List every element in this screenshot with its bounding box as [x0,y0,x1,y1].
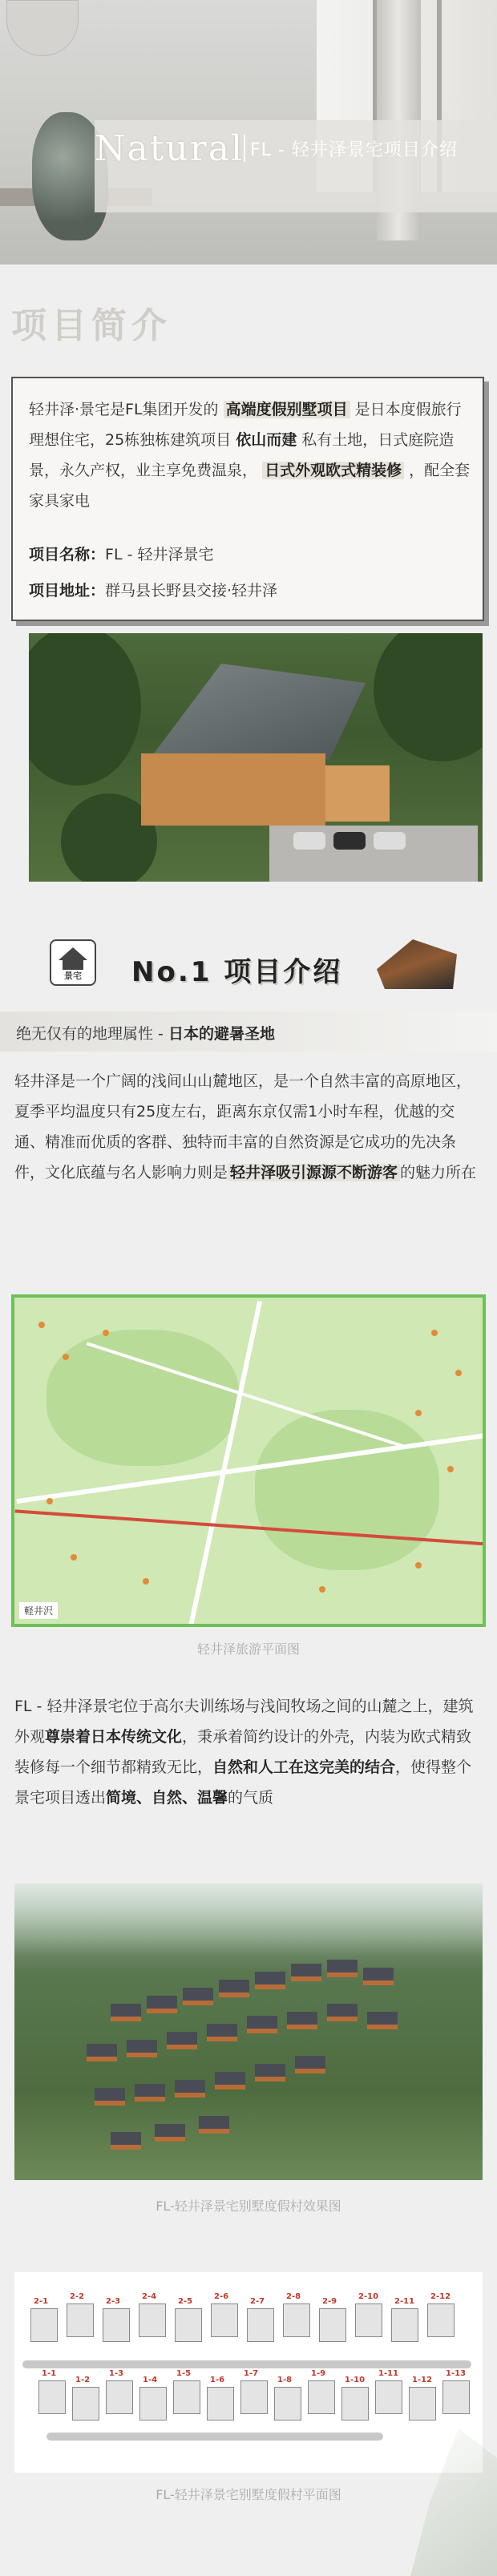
plan-lot-label: 2-8 [286,2292,301,2301]
plan-lot [139,2303,166,2337]
para-part: FL - 轻井泽景宅位于高尔夫训练场与浅间牧场之间的山麓之上，建筑外观 [14,1698,474,1746]
plan-lot [240,2380,268,2414]
plan-lot-label: 1-11 [378,2369,399,2378]
project-name-value: FL - 轻井泽景宅 [105,546,214,563]
resort-aerial-image [14,1884,483,2180]
para-bold: 尊崇着日本传统文化 [45,1728,183,1746]
hero-banner [0,0,497,264]
plan-lot [38,2380,66,2414]
plan-lot [175,2308,202,2342]
plan-lot-label: 1-12 [412,2376,433,2384]
plan-lot [341,2387,369,2421]
geo-subtitle [16,1022,275,1044]
house-logo-icon [50,939,96,986]
plan-lot-label: 2-10 [358,2292,379,2301]
plan-lot [319,2308,346,2342]
plan-lot-label: 2-1 [34,2297,49,2306]
para-part: 的魅力所在 [400,1164,477,1181]
project-info-card [11,377,484,621]
para-bold: 自然和人工在这完美的结合 [212,1758,396,1776]
project-address-label: 项目地址： [29,582,106,600]
plan-lot [106,2380,133,2414]
geo-subtitle-bar [0,1011,497,1052]
plan-lot [207,2387,234,2421]
location-paragraph [14,1691,483,1813]
map-legend: 軽井沢 [19,1602,58,1619]
plan-lot [67,2303,94,2337]
geo-paragraph [14,1066,483,1188]
plan-lot [30,2308,58,2342]
plan-lot [139,2387,167,2421]
intro-highlight: 日式外观欧式精装修 [262,462,404,479]
plan-lot [247,2308,274,2342]
plan-lot [442,2380,470,2414]
plan-lot [427,2303,455,2337]
intro-section-heading: 项目简介 [11,305,172,346]
project-address-value: 群马县长野县交接·轻井泽 [105,582,278,600]
site-plan-image [14,2272,483,2473]
plan-lot-label: 2-7 [250,2297,265,2306]
geo-subtitle-plain: 绝无仅有的地理属性 - [16,1025,168,1043]
plan-lot-label: 2-12 [430,2292,451,2301]
hero-big-title: Natural [95,128,244,169]
para-highlight: 轻井泽吸引源源不断游客 [228,1164,400,1181]
plan-lot-label: 2-11 [394,2297,415,2306]
plan-lot [391,2308,418,2342]
para-part: ，使得整个景宅项目透出 [14,1758,472,1807]
project-address-row [29,579,277,600]
intro-part: ，配全套家具家电 [29,462,471,510]
intro-part: 是日本度假旅行理想住宅，25栋独栋建筑项目 [29,401,462,449]
plan-lot-label: 2-3 [106,2297,121,2306]
no1-section-title: No.1 项目介绍 [131,956,343,988]
plan-lot [72,2387,99,2421]
villa-thumbnail-image [377,939,457,989]
project-name-row [29,543,213,564]
tourism-map-image [11,1294,486,1627]
logo-text: 景宅 [64,971,82,981]
plan-lot-label: 2-2 [70,2292,85,2301]
intro-part: 轻井泽·景宅是FL集团开发的 [29,401,219,418]
plan-lot [103,2308,130,2342]
plan-lot-label: 1-8 [277,2376,293,2384]
plan-lot-label: 1-9 [311,2369,326,2378]
plan-lot-label: 2-9 [322,2297,337,2306]
plan-lot-label: 1-1 [42,2369,57,2378]
plan-lot-label: 2-5 [178,2297,193,2306]
intro-bold: 依山而建 [236,431,297,449]
plan-lot [308,2380,335,2414]
plan-lot-label: 1-13 [446,2369,467,2378]
aerial-caption: FL-轻井泽景宅别墅度假村效果图 [156,2198,341,2214]
project-name-label: 项目名称： [29,546,106,563]
plan-lot-label: 1-7 [244,2369,259,2378]
plan-lot [283,2303,310,2337]
plan-lot-label: 1-10 [345,2376,366,2384]
hero-lamp-image [6,0,79,56]
plan-lot-label: 1-6 [210,2376,225,2384]
plan-lot-label: 1-3 [109,2369,124,2378]
project-intro-text [29,394,474,516]
para-part: 轻井泽是一个广阔的浅间山山麓地区，是一个自然丰富的高原地区，夏季平均温度只有25度左右，距离东京仅需1小时车程，优越的交通、精准而优质的客群、独特而丰富的自然资源是它成功的先决条件，文化底蕴与名人影响力则是 [14,1072,472,1181]
plan-lot [409,2387,436,2421]
para-bold: 简境、自然、温馨 [106,1789,228,1807]
plan-lot [375,2380,402,2414]
plan-lot [173,2380,200,2414]
map-caption: 轻井泽旅游平面图 [196,1641,300,1657]
para-part: ，秉承着简约设计的外壳，内装为欧式精致装修每一个细节都精致无比， [14,1728,472,1776]
intro-highlight: 高端度假别墅项目 [224,401,350,418]
plan-caption: FL-轻井泽景宅别墅度假村平面图 [156,2487,341,2502]
plan-lot [211,2303,238,2337]
plan-lot-label: 2-6 [214,2292,229,2301]
plan-lot-label: 2-4 [142,2292,157,2301]
hero-title-divider [244,135,245,162]
plan-lot-label: 1-5 [176,2369,192,2378]
plan-lot [274,2387,301,2421]
plan-lot-label: 1-4 [143,2376,158,2384]
villa-render-image [29,633,483,882]
para-part: 的气质 [228,1789,274,1807]
intro-part: 私有土地，日式庭院造景，永久产权，业主享免费温泉， [29,431,455,479]
hero-sub-title: FL - 轻井泽景宅项目介绍 [250,140,458,160]
plan-lot [355,2303,382,2337]
plan-lot-label: 1-2 [75,2376,91,2384]
geo-subtitle-bold: 日本的避暑圣地 [168,1025,275,1043]
